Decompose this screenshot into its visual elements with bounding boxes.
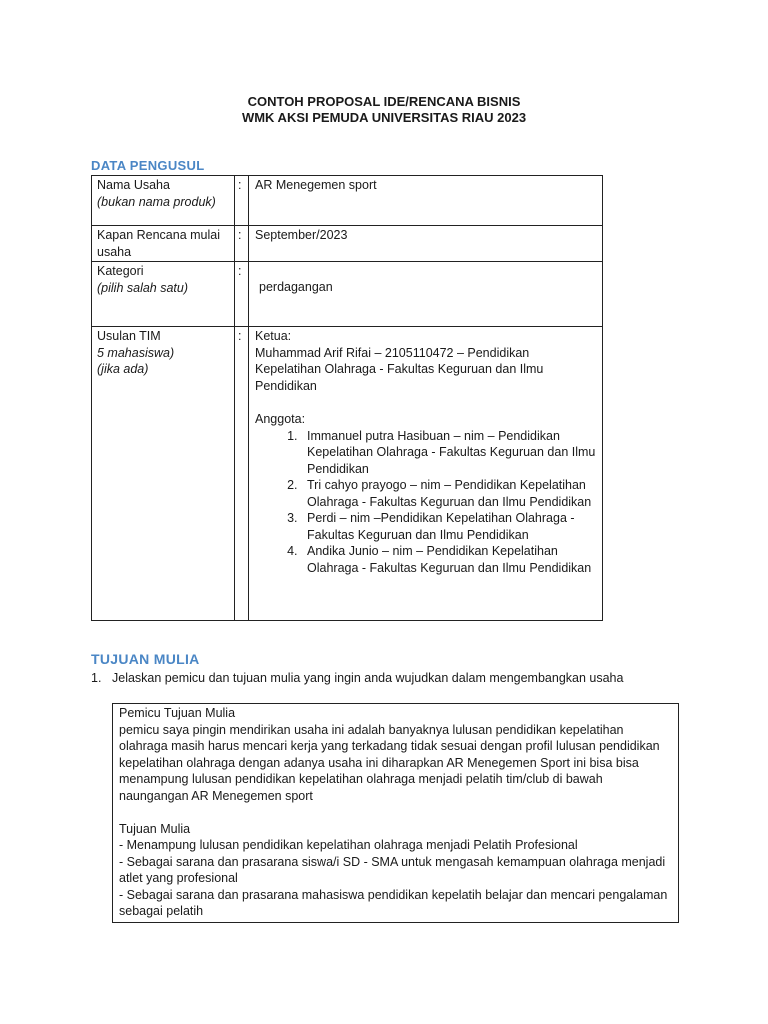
usulan-tim-label: Usulan TIM <box>97 329 161 343</box>
rencana-mulai-label: Kapan Rencana mulai usaha <box>92 226 235 262</box>
table-row-nama-usaha <box>92 176 603 226</box>
rencana-mulai-value: September/2023 <box>249 226 603 262</box>
data-pengusul-heading: DATA PENGUSUL <box>91 158 205 173</box>
kategori-value: perdagangan <box>259 280 333 294</box>
usulan-tim-label-cell <box>92 327 235 621</box>
kategori-value-cell <box>249 262 603 327</box>
colon-cell: : <box>235 327 249 621</box>
table-row-kategori <box>92 262 603 327</box>
kategori-label-cell <box>92 262 235 327</box>
list-item: 2. Tri cahyo prayogo – nim – Pendidikan Kepelatihan Olahraga - Fakultas Keguruan dan Ilmu Pendidikan <box>301 477 598 510</box>
data-pengusul-table <box>91 175 603 621</box>
tujuan-mulia-heading: TUJUAN MULIA <box>91 651 200 667</box>
answer-box <box>112 703 679 923</box>
list-item: 4. Andika Junio – nim – Pendidikan Kepelatihan Olahraga - Fakultas Keguruan dan Ilmu Pendidikan <box>301 543 598 576</box>
colon-cell: : <box>235 226 249 262</box>
kategori-label: Kategori <box>97 264 144 278</box>
ketua-label: Ketua: <box>255 329 292 343</box>
document-title-line-1: CONTOH PROPOSAL IDE/RENCANA BISNIS <box>247 94 521 109</box>
list-item: 3. Perdi – nim –Pendidikan Kepelatihan Olahraga - Fakultas Keguruan dan Ilmu Pendidikan <box>301 510 598 543</box>
nama-usaha-note: (bukan nama produk) <box>97 194 216 209</box>
table-row-usulan-tim <box>92 327 603 621</box>
tujuan-point: - Menampung lulusan pendidikan kepelatihan olahraga menjadi Pelatih Profesional <box>119 838 578 852</box>
usulan-tim-note-2: (jika ada) <box>97 362 149 376</box>
tujuan-title: Tujuan Mulia <box>119 821 191 836</box>
tujuan-point: - Sebagai sarana dan prasarana siswa/i SD - SMA untuk mengasah kemampuan olahraga menjadi atlet yang profesional <box>119 854 666 885</box>
tujuan-point: - Sebagai sarana dan prasarana mahasiswa pendidikan kepelatih belajar dan mencari pengalaman sebagai pelatih <box>119 887 668 918</box>
anggota-label: Anggota: <box>255 412 306 426</box>
colon-cell: : <box>235 262 249 327</box>
team-cell <box>249 327 603 621</box>
nama-usaha-value: AR Menegemen sport <box>249 176 603 226</box>
colon-cell: : <box>235 176 249 226</box>
usulan-tim-note-1: 5 mahasiswa) <box>97 345 175 360</box>
question-text: Jelaskan pemicu dan tujuan mulia yang ingin anda wujudkan dalam mengembangkan usaha <box>112 671 624 685</box>
table-row-rencana-mulai <box>92 226 603 262</box>
kategori-note: (pilih salah satu) <box>97 280 189 295</box>
document-title-line-2: WMK AKSI PEMUDA UNIVERSITAS RIAU 2023 <box>241 110 527 125</box>
ketua-text: Muhammad Arif Rifai – 2105110472 – Pendidikan Kepelatihan Olahraga - Fakultas Keguruan dan Ilmu Pendidikan <box>255 345 544 393</box>
pemicu-title: Pemicu Tujuan Mulia <box>119 706 236 720</box>
list-item: 1. Immanuel putra Hasibuan – nim – Pendidikan Kepelatihan Olahraga - Fakultas Keguruan dan Ilmu Pendidikan <box>301 428 598 478</box>
nama-usaha-label: Nama Usaha <box>97 178 170 192</box>
anggota-list <box>255 428 598 577</box>
pemicu-text: pemicu saya pingin mendirikan usaha ini adalah banyaknya lulusan pendidikan kepelatihan olahraga masih harus mencari kerja yang terkadang tidak sesuai dengan profil lulusan pendidikan kepelatihan olahraga dengan adanya usaha ini diharapkan AR Menegemen Sport ini bisa bisa menampung lulusan pendidikan kepelatihan olahraga menjadi pelatih tim/club di bawah naungangan AR Menegemen sport <box>119 722 660 803</box>
question-1 <box>91 670 678 687</box>
nama-usaha-label-cell <box>92 176 235 226</box>
question-number: 1. <box>91 671 102 685</box>
